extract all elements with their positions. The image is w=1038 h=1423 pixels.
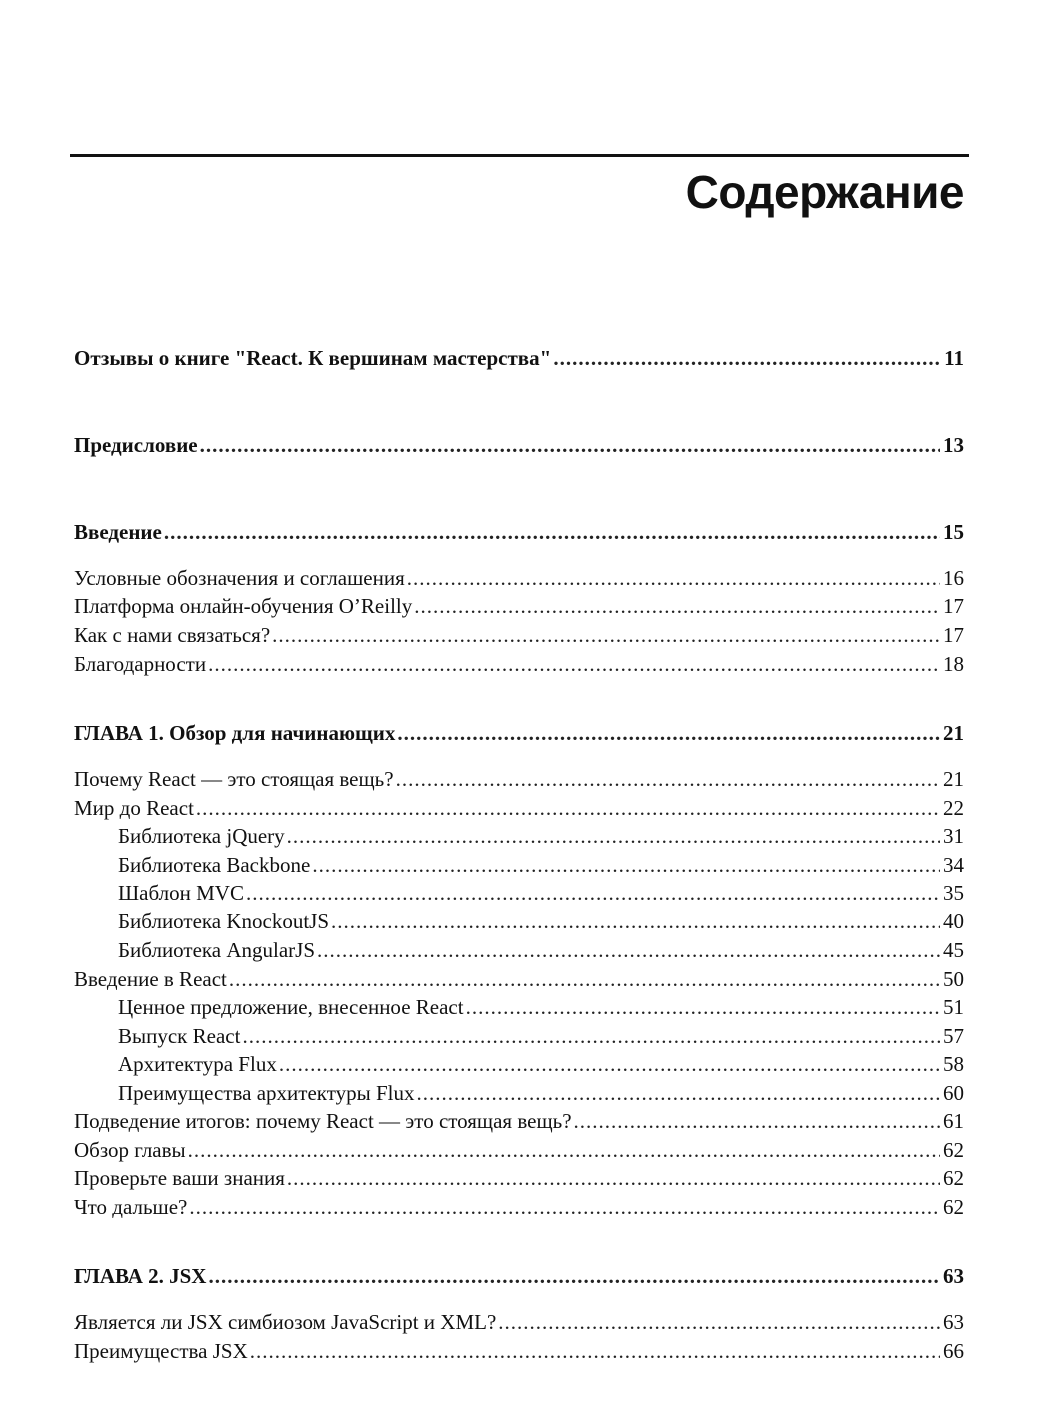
toc-entry-label: Введение в React — [74, 967, 227, 991]
toc-entry-label: Преимущества архитектуры Flux — [118, 1081, 415, 1105]
toc-entry[interactable] — [74, 621, 964, 649]
toc-dot-leader — [229, 965, 940, 993]
toc-dot-leader — [242, 1022, 940, 1050]
toc-entry-page: 31 — [943, 824, 964, 848]
toc-entry-page: 63 — [943, 1264, 964, 1288]
toc-dot-leader — [287, 1164, 940, 1192]
toc-entry-label: Как с нами связаться? — [74, 623, 271, 647]
toc-entry-label: Мир до React — [74, 796, 194, 820]
toc-entry-page: 16 — [943, 566, 964, 590]
toc-dot-leader — [312, 851, 940, 879]
toc-entry-page: 21 — [943, 767, 964, 791]
toc-entry-page: 40 — [943, 909, 964, 933]
toc-subentry[interactable] — [74, 936, 964, 964]
toc-entry[interactable] — [74, 1193, 964, 1221]
toc-dot-leader — [553, 344, 940, 372]
toc-entry-page: 63 — [943, 1310, 964, 1334]
toc-entry-reviews[interactable] — [74, 344, 964, 372]
toc-entry[interactable] — [74, 1164, 964, 1192]
toc-entry-label: Отзывы о книге "React. К вершинам мастерства" — [74, 346, 552, 370]
toc-entry-label: Почему React — это стоящая вещь? — [74, 767, 394, 791]
toc-entry[interactable] — [74, 965, 964, 993]
toc-entry-label: Благодарности — [74, 652, 207, 676]
toc-entry-label: Проверьте ваши знания — [74, 1166, 285, 1190]
toc-dot-leader — [317, 936, 940, 964]
toc-dot-leader — [498, 1308, 940, 1336]
toc-dot-leader — [250, 1337, 940, 1365]
toc-entry-page: 62 — [943, 1195, 964, 1219]
toc-subentry[interactable] — [74, 993, 964, 1021]
toc-dot-leader — [331, 907, 940, 935]
toc-entry-label: Библиотека Backbone — [118, 853, 311, 877]
toc-dot-leader — [200, 431, 940, 459]
toc-entry-page: 22 — [943, 796, 964, 820]
toc-entry-introduction[interactable] — [74, 518, 964, 546]
toc-subentry[interactable] — [74, 1050, 964, 1078]
toc-dot-leader — [414, 592, 940, 620]
toc-dot-leader — [287, 822, 940, 850]
toc-dot-leader — [397, 719, 940, 747]
toc-entry-page: 11 — [944, 346, 964, 370]
toc-dot-leader — [208, 650, 940, 678]
toc-entry-page: 62 — [943, 1138, 964, 1162]
toc-dot-leader — [208, 1262, 940, 1290]
toc-dot-leader — [272, 621, 940, 649]
toc-dot-leader — [396, 765, 940, 793]
toc-entry-chapter-2[interactable] — [74, 1262, 964, 1290]
toc-entry-label: Платформа онлайн-обучения O’Reilly — [74, 594, 413, 618]
toc-entry-label: ГЛАВА 2. JSX — [74, 1264, 207, 1288]
toc-subentry[interactable] — [74, 822, 964, 850]
toc-entry-page: 21 — [943, 721, 964, 745]
toc-dot-leader — [164, 518, 940, 546]
toc-entry-page: 45 — [943, 938, 964, 962]
toc-entry[interactable] — [74, 794, 964, 822]
toc-entry-label: Выпуск React — [118, 1024, 241, 1048]
toc-entry-label: Ценное предложение, внесенное React — [118, 995, 464, 1019]
toc-entry-label: Библиотека AngularJS — [118, 938, 316, 962]
toc-entry-label: Архитектура Flux — [118, 1052, 277, 1076]
toc-dot-leader — [246, 879, 940, 907]
toc-entry-label: Является ли JSX симбиозом JavaScript и XML? — [74, 1310, 497, 1334]
toc-subentry[interactable] — [74, 879, 964, 907]
toc-entry-label: Шаблон MVC — [118, 881, 244, 905]
toc-entry-page: 62 — [943, 1166, 964, 1190]
toc-entry-preface[interactable] — [74, 431, 964, 459]
toc-entry-chapter-1[interactable] — [74, 719, 964, 747]
toc-entry-page: 17 — [943, 594, 964, 618]
toc-entry-page: 61 — [943, 1109, 964, 1133]
toc-subentry[interactable] — [74, 907, 964, 935]
toc-entry-label: Преимущества JSX — [74, 1339, 248, 1363]
toc-entry[interactable] — [74, 650, 964, 678]
toc-dot-leader — [188, 1136, 940, 1164]
toc-dot-leader — [417, 1079, 941, 1107]
toc-entry[interactable] — [74, 1136, 964, 1164]
toc-entry-page: 34 — [943, 853, 964, 877]
toc-entry[interactable] — [74, 564, 964, 592]
toc-entry-page: 57 — [943, 1024, 964, 1048]
toc-entry[interactable] — [74, 1308, 964, 1336]
toc-entry-label: Библиотека KnockoutJS — [118, 909, 330, 933]
toc-entry-label: Условные обозначения и соглашения — [74, 566, 405, 590]
toc-entry-label: Что дальше? — [74, 1195, 188, 1219]
toc-entry[interactable] — [74, 592, 964, 620]
toc-entry-label: Обзор главы — [74, 1138, 186, 1162]
toc-entry-page: 17 — [943, 623, 964, 647]
toc-subentry[interactable] — [74, 851, 964, 879]
toc-entry-page: 58 — [943, 1052, 964, 1076]
toc-entry-page: 66 — [943, 1339, 964, 1363]
toc-entry[interactable] — [74, 1337, 964, 1365]
title-rule — [70, 154, 969, 157]
page-title: Содержание — [685, 166, 964, 218]
toc-dot-leader — [466, 993, 940, 1021]
toc-dot-leader — [189, 1193, 940, 1221]
toc-entry-label: ГЛАВА 1. Обзор для начинающих — [74, 721, 396, 745]
toc-entry-page: 18 — [943, 652, 964, 676]
toc-entry-label: Подведение итогов: почему React — это стоящая вещь? — [74, 1109, 572, 1133]
toc-dot-leader — [279, 1050, 940, 1078]
toc-entry-label: Введение — [74, 520, 162, 544]
toc-entry-page: 50 — [943, 967, 964, 991]
toc-dot-leader — [574, 1107, 940, 1135]
toc-entry-page: 35 — [943, 881, 964, 905]
toc-entry-label: Библиотека jQuery — [118, 824, 285, 848]
toc-subentry[interactable] — [74, 1079, 964, 1107]
toc-entry[interactable] — [74, 765, 964, 793]
toc-entry-page: 60 — [943, 1081, 964, 1105]
toc-dot-leader — [196, 794, 940, 822]
toc-entry-page: 51 — [943, 995, 964, 1019]
toc-subentry[interactable] — [74, 1022, 964, 1050]
toc-entry-label: Предисловие — [74, 433, 198, 457]
toc-dot-leader — [407, 564, 940, 592]
toc-entry[interactable] — [74, 1107, 964, 1135]
toc-entry-page: 13 — [943, 433, 964, 457]
toc-entry-page: 15 — [943, 520, 964, 544]
